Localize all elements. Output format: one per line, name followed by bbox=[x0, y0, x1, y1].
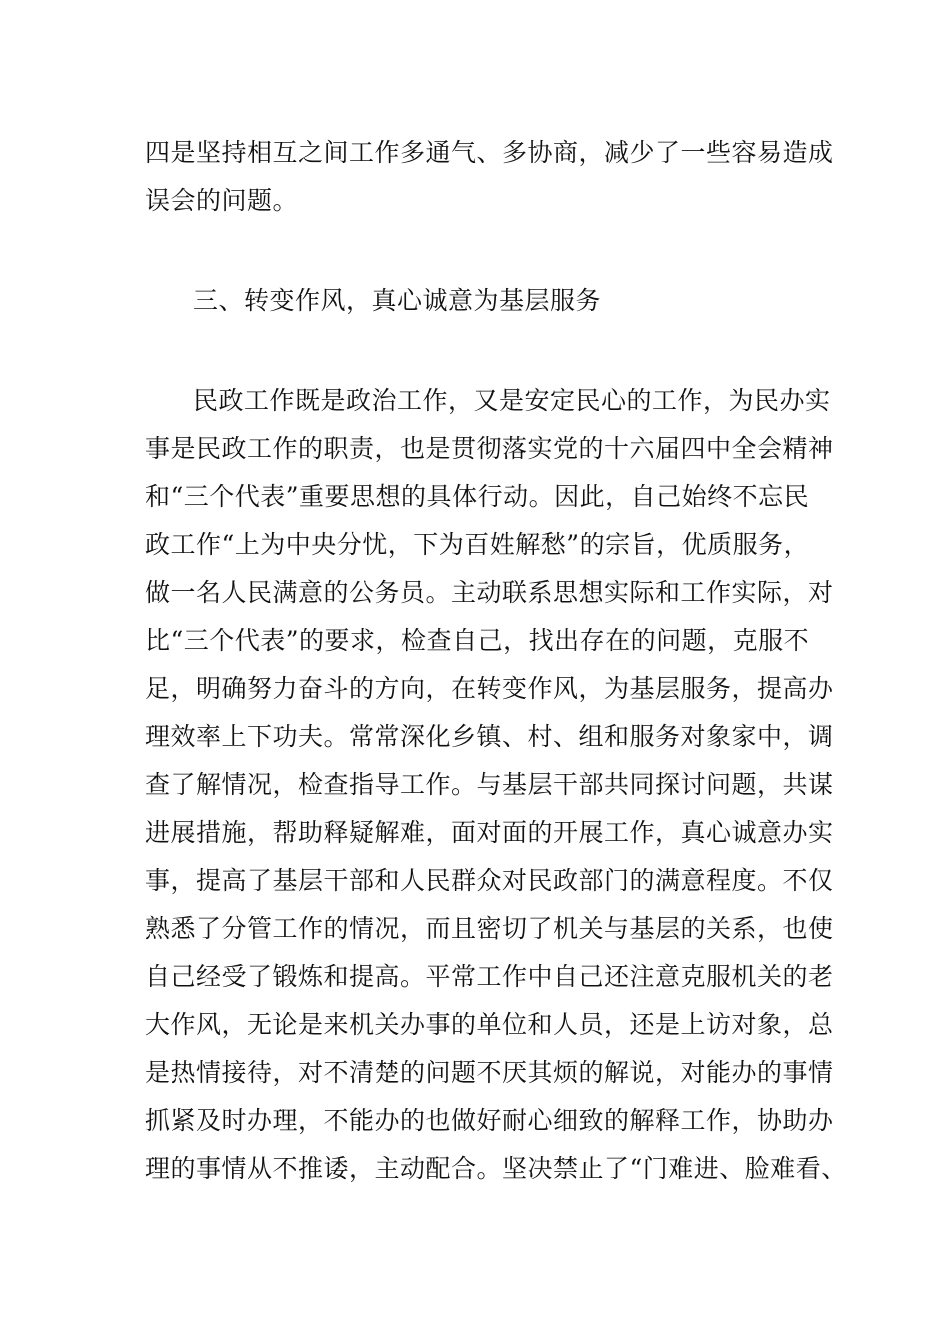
paragraph-2-line-2: 事是民政工作的职责，也是贯彻落实党的十六届四中全会精神 bbox=[145, 434, 834, 463]
paragraph-2-line-5: 做一名人民满意的公务员。主动联系思想实际和工作实际，对 bbox=[145, 578, 834, 607]
paragraph-2-line-9: 查了解情况，检查指导工作。与基层干部共同探讨问题，共谋 bbox=[145, 770, 834, 799]
paragraph-2-line-3: 和“三个代表”重要思想的具体行动。因此，自己始终不忘民 bbox=[145, 482, 810, 511]
paragraph-1-line-1: 四是坚持相互之间工作多通气、多协商，减少了一些容易造成 bbox=[145, 138, 834, 167]
paragraph-2-line-6: 比“三个代表”的要求，检查自己，找出存在的问题，克服不 bbox=[145, 626, 810, 655]
paragraph-2-line-13: 自己经受了锻炼和提高。平常工作中自己还注意克服机关的老 bbox=[145, 962, 834, 991]
section-heading: 三、转变作风，真心诚意为基层服务 bbox=[193, 286, 602, 315]
paragraph-2-line-15: 是热情接待，对不清楚的问题不厌其烦的解说，对能办的事情 bbox=[145, 1058, 834, 1087]
paragraph-2-line-12: 熟悉了分管工作的情况，而且密切了机关与基层的关系，也使 bbox=[145, 914, 834, 943]
paragraph-1-line-2: 误会的问题。 bbox=[145, 186, 299, 215]
paragraph-2-line-7: 足，明确努力奋斗的方向，在转变作风，为基层服务，提高办 bbox=[145, 674, 834, 703]
paragraph-2-line-10: 进展措施，帮助释疑解难，面对面的开展工作，真心诚意办实 bbox=[145, 818, 834, 847]
paragraph-2-line-16: 抓紧及时办理，不能办的也做好耐心细致的解释工作，协助办 bbox=[145, 1106, 834, 1135]
paragraph-2-line-14: 大作风，无论是来机关办事的单位和人员，还是上访对象，总 bbox=[145, 1010, 834, 1039]
paragraph-2-line-4: 政工作“上为中央分忧，下为百姓解愁”的宗旨，优质服务， bbox=[145, 530, 810, 559]
paragraph-2-line-11: 事，提高了基层干部和人民群众对民政部门的满意程度。不仅 bbox=[145, 866, 834, 895]
paragraph-2-line-8: 理效率上下功夫。常常深化乡镇、村、组和服务对象家中，调 bbox=[145, 722, 834, 751]
paragraph-2-line-17: 理的事情从不推诿，主动配合。坚决禁止了“门难进、脸难看、 bbox=[145, 1154, 847, 1183]
paragraph-2-line-1: 民政工作既是政治工作，又是安定民心的工作，为民办实 bbox=[193, 386, 831, 415]
